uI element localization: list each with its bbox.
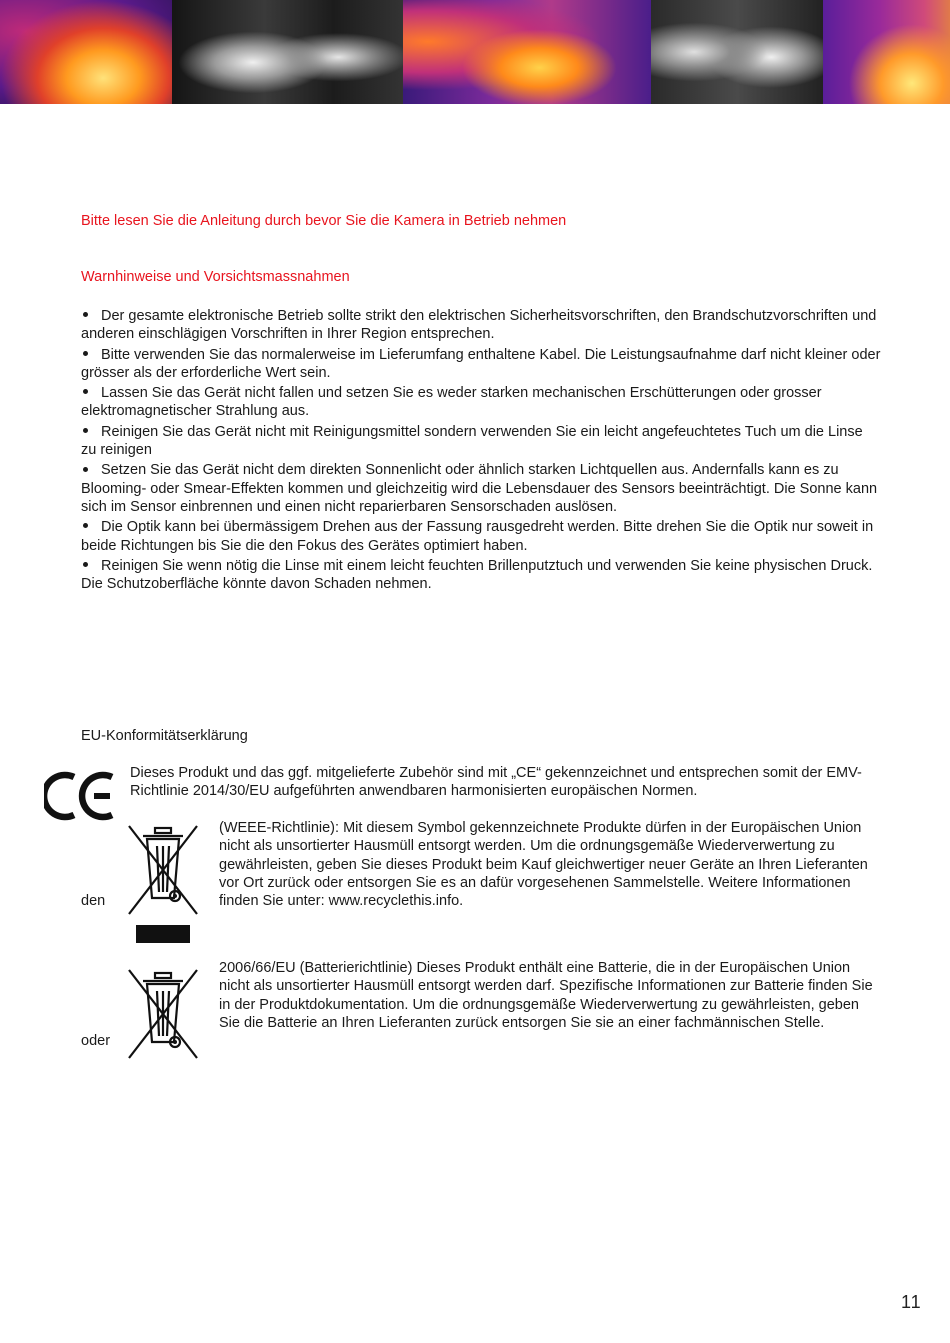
warning-item (81, 461, 881, 516)
bullet-icon (83, 428, 88, 433)
bullet-icon (83, 312, 88, 317)
night-deer-image (651, 0, 823, 104)
thermal-mouflon-image (403, 0, 651, 104)
warning-text: Lassen Sie das Gerät nicht fallen und setzen Sie es weder starken mechanischen Erschütterungen oder grosser elektromagnetischer Strahlung aus. (81, 385, 822, 420)
warning-item (81, 557, 881, 594)
bullet-icon (83, 467, 88, 472)
warnings-heading: Warnhinweise und Vorsichtsmassnahmen (81, 269, 350, 285)
battery-directive-text: 2006/66/EU (Batterierichtlinie) Dieses Produkt enthält eine Batterie, die in der Europäischen Union nicht als unsortierter Hausmüll entsorgt werden darf. Spezifische Informationen zur Batterie finden Sie in der Produktdokumentation. Um die ordnungsgemäße Wiederverwertung zu gewährleisten, geben Sie die Batterie an Ihren Lieferanten zurück entsorgen Sie sie an einer fachmännischen Stelle. (219, 960, 873, 1031)
weee-directive-text: (WEEE-Richtlinie): Mit diesem Symbol gekennzeichnete Produkte dürfen in der Europäischen Union nicht als unsortierter Hausmüll entsorgt werden. Um die ordnungsgemäße Wiederverwertung zu gewährleisten, geben Sie dieses Produkt beim Kauf gleichwertiger neuer Geräte an Ihren Lieferanten vor Ort zurück oder entsorgen Sie es an dafür vorgesehenen Sammelstelle. Weitere Informationen finden Sie unter: www.recyclethis.info. (219, 820, 868, 910)
battery-bin-icon (125, 966, 200, 1060)
battery-side-label: oder (81, 1033, 111, 1049)
warning-text: Reinigen Sie das Gerät nicht mit Reinigungsmittel sondern verwenden Sie ein leicht angefeuchtetes Tuch um die Linse zu reinigen (81, 423, 863, 459)
warnings-list (81, 307, 881, 595)
warning-text: Setzen Sie das Gerät nicht dem direkten Sonnenlicht oder ähnlich starken Lichtquellen aus. Andernfalls kann es zu Blooming- oder Smear-Effekten kommen und gleichzeitig wird die Lebensdauer des Sensors beeinträchtigt. Die Sonne kann sich im Sensor einbrennen und einen nicht reparierbaren Sensorschaden auslösen. (81, 462, 878, 515)
warning-text: Der gesamte elektronische Betrieb sollte strikt den elektrischen Sicherheitsvorschriften, den Brandschutzvorschriften und anderen einschlägigen Vorschriften in Ihrer Region entsprechen. (81, 308, 877, 343)
warning-item (81, 423, 881, 460)
weee-side-label: den (81, 893, 106, 909)
intro-heading: Bitte lesen Sie die Anleitung durch bevor Sie die Kamera in Betrieb nehmen (81, 213, 567, 229)
ce-mark-icon (44, 770, 116, 822)
eu-conformity-heading: EU-Konformitätserklärung (81, 728, 248, 744)
warning-text: Bitte verwenden Sie das normalerweise im Lieferumfang enthaltene Kabel. Die Leistungsaufnahme darf nicht kleiner oder grösser als der erforderliche Wert sein. (81, 346, 881, 381)
warning-item (81, 307, 881, 344)
warning-text: Reinigen Sie wenn nötig die Linse mit einem leicht feuchten Brillenputztuch und verwenden Sie keine physischen Druck. Die Schutzoberfläche könnte davon Schaden nehmen. (81, 557, 873, 593)
warning-item (81, 518, 881, 555)
night-mouflon-image (172, 0, 403, 104)
ce-declaration-text: Dieses Produkt und das ggf. mitgelieferte Zubehör sind mit „CE“ gekennzeichnet und entsprechen somit der EMV-Richtlinie 2014/30/EU aufgeführten anwendbaren harmonisierten europäischen Normen. (130, 765, 862, 800)
header-banner (0, 0, 950, 104)
thermal-animal-image (823, 0, 950, 104)
thermal-bison-image (0, 0, 172, 104)
bullet-icon (83, 562, 88, 567)
warning-item (81, 384, 881, 421)
bullet-icon (83, 523, 88, 528)
page-number: 11 (901, 1292, 922, 1312)
weee-bin-icon (125, 822, 200, 944)
warning-item (81, 346, 881, 383)
bullet-icon (83, 351, 88, 356)
warning-text: Die Optik kann bei übermässigem Drehen aus der Fassung rausgedreht werden. Bitte drehen Sie die Optik nur soweit in beide Richtungen bis Sie die den Fokus des Gerätes optimiert haben. (81, 519, 874, 554)
bullet-icon (83, 389, 88, 394)
